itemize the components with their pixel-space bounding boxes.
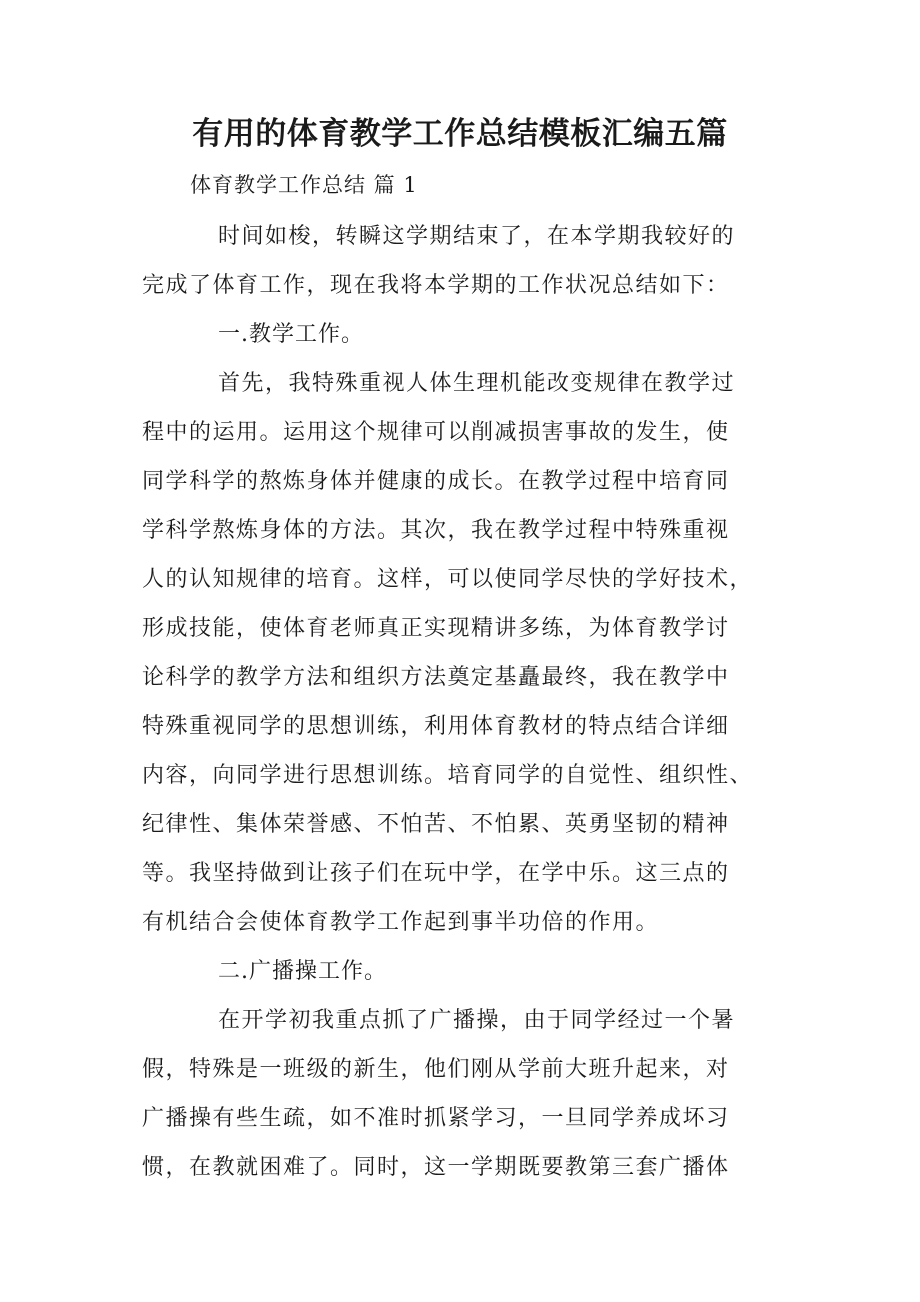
document-body: [142, 212, 782, 1192]
section-subtitle: 体育教学工作总结 篇 1: [190, 173, 418, 197]
paragraph-line: 程中的运用。运用这个规律可以削减损害事故的发生，使: [142, 420, 730, 445]
paragraph-line: 学科学熬炼身体的方法。其次，我在教学过程中特殊重视: [142, 518, 730, 543]
paragraph-line: 形成技能，使体育老师真正实现精讲多练，为体育教学讨: [142, 616, 730, 641]
paragraph-line: 等。我坚持做到让孩子们在玩中学，在学中乐。这三点的: [142, 861, 730, 886]
paragraph-line: 首先，我特殊重视人体生理机能改变规律在教学过: [218, 371, 736, 396]
paragraph-line: 在开学初我重点抓了广播操，由于同学经过一个暑: [218, 1008, 736, 1033]
paragraph-line: 惯，在教就困难了。同时，这一学期既要教第三套广播体: [142, 1155, 730, 1180]
document-title: 有用的体育教学工作总结模板汇编五篇: [192, 116, 728, 152]
paragraph-line: 纪律性、集体荣誉感、不怕苦、不怕累、英勇坚韧的精神: [142, 812, 730, 837]
section-heading: 一.教学工作。: [218, 322, 364, 347]
paragraph-line: 论科学的教学方法和组织方法奠定基矗最终，我在教学中: [142, 665, 730, 690]
paragraph-line: 同学科学的熬炼身体并健康的成长。在教学过程中培育同: [142, 469, 730, 494]
paragraph-line: 完成了体育工作，现在我将本学期的工作状况总结如下：: [142, 273, 730, 298]
paragraph-line: 特殊重视同学的思想训练，利用体育教材的特点结合详细: [142, 714, 730, 739]
paragraph-line: 人的认知规律的培育。这样，可以使同学尽快的学好技术，: [142, 567, 754, 592]
paragraph-line: 时间如梭，转瞬这学期结束了，在本学期我较好的: [218, 224, 736, 249]
paragraph-line: 有机结合会使体育教学工作起到事半功倍的作用。: [142, 910, 660, 935]
section-heading: 二.广播操工作。: [218, 959, 387, 984]
paragraph-line: 广播操有些生疏，如不准时抓紧学习，一旦同学养成坏习: [142, 1106, 730, 1131]
paragraph-line: 内容，向同学进行思想训练。培育同学的自觉性、组织性、: [142, 763, 754, 788]
paragraph-line: 假，特殊是一班级的新生，他们刚从学前大班升起来，对: [142, 1057, 730, 1082]
